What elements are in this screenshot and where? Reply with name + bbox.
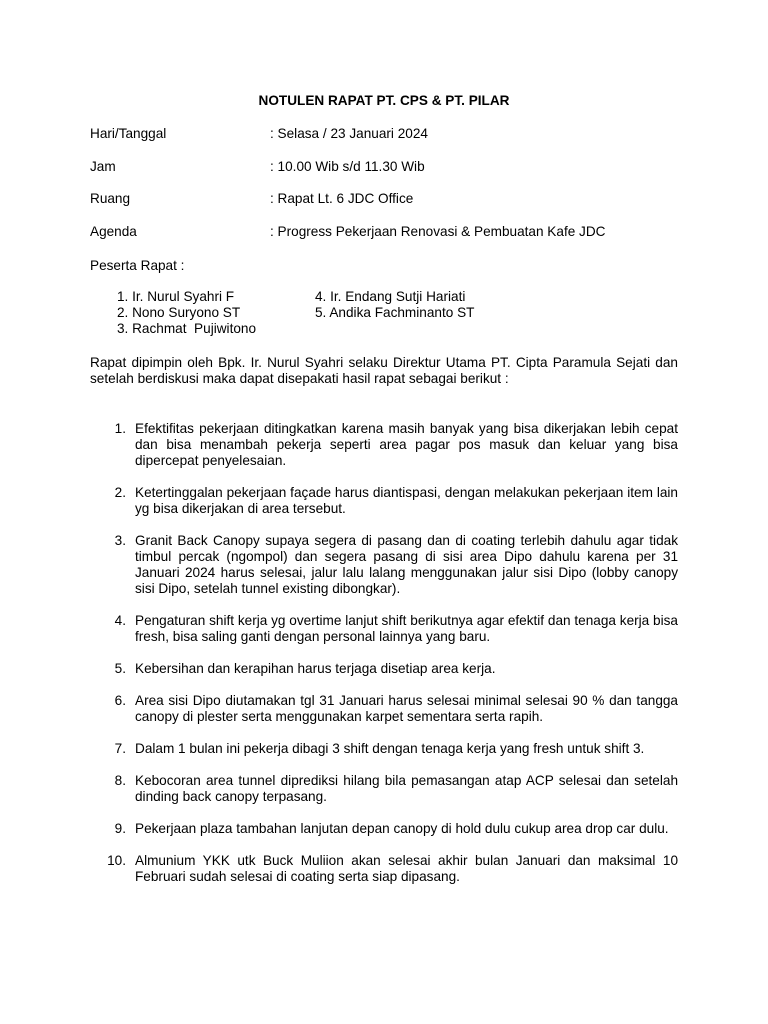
participants-column-2: [315, 289, 474, 321]
list-item: [90, 693, 678, 725]
list-item: [90, 485, 678, 517]
list-item: [90, 821, 678, 837]
list-item: [90, 661, 678, 677]
intro-paragraph: Rapat dipimpin oleh Bpk. Ir. Nurul Syahri selaku Direktur Utama PT. Cipta Paramula Sejati dan setelah berdiskusi maka dapat disepakati hasil rapat sebagai berikut :: [90, 355, 678, 386]
meta-row-room: [90, 191, 690, 207]
item-number: 1.: [114, 421, 126, 436]
item-text: Pengaturan shift kerja yg overtime lanjut shift berikutnya agar efektif dan tenaga kerja bisa fresh, bisa saling ganti dengan personal lainnya yang baru.: [135, 613, 678, 644]
item-text: Kebocoran area tunnel diprediksi hilang bila pemasangan atap ACP selesai dan setelah dinding back canopy terpasang.: [135, 773, 678, 804]
document-title: NOTULEN RAPAT PT. CPS & PT. PILAR: [258, 93, 510, 108]
item-text: Area sisi Dipo diutamakan tgl 31 Januari harus selesai minimal selesai 90 % dan tangga canopy di plester serta menggunakan karpet sementara serta rapih.: [135, 693, 678, 724]
list-item: [90, 613, 678, 645]
meta-value: : Selasa / 23 Januari 2024: [270, 126, 428, 141]
meta-label: Jam: [90, 159, 116, 174]
item-number: 5.: [114, 661, 126, 676]
meta-row-date: [90, 126, 690, 142]
meta-row-time: [90, 159, 690, 175]
item-number: 7.: [114, 741, 126, 756]
list-item: [90, 533, 678, 597]
item-text: Ketertinggalan pekerjaan façade harus diantispasi, dengan melakukan pekerjaan item lain yg bisa dikerjakan di area tersebut.: [135, 485, 678, 516]
meta-value: : Progress Pekerjaan Renovasi & Pembuatan Kafe JDC: [270, 224, 606, 239]
item-text: Pekerjaan plaza tambahan lanjutan depan canopy di hold dulu cukup area drop car dulu.: [135, 821, 669, 836]
meta-value: : 10.00 Wib s/d 11.30 Wib: [270, 159, 425, 174]
decision-list: [90, 421, 678, 901]
list-item: [90, 421, 678, 469]
list-item: [90, 741, 678, 757]
meta-value: : Rapat Lt. 6 JDC Office: [270, 191, 414, 206]
item-text: Almunium YKK utk Buck Muliion akan selesai akhir bulan Januari dan maksimal 10 Februari sudah selesai di coating serta siap dipasang.: [135, 853, 678, 884]
item-text: Kebersihan dan kerapihan harus terjaga disetiap area kerja.: [135, 661, 496, 676]
list-item: [90, 853, 678, 885]
participants-heading: Peserta Rapat :: [90, 258, 185, 273]
item-number: 8.: [114, 773, 126, 788]
participant: 2. Nono Suryono ST: [117, 305, 241, 320]
meta-label: Ruang: [90, 191, 131, 206]
item-number: 6.: [114, 693, 126, 708]
item-text: Efektifitas pekerjaan ditingkatkan karena masih banyak yang bisa dikerjakan lebih cepat dan bisa menambah pekerja seperti area pagar pos masuk dan keluar yang bisa dipercepat penyelesaian.: [135, 421, 678, 468]
meta-label: Hari/Tanggal: [90, 126, 167, 141]
item-number: 2.: [114, 485, 126, 500]
meta-row-agenda: [90, 224, 690, 240]
list-item: [90, 773, 678, 805]
item-number: 4.: [114, 613, 126, 628]
participants-column-1: [117, 289, 256, 337]
item-number: 9.: [114, 821, 126, 836]
meta-label: Agenda: [90, 224, 137, 239]
item-text: Granit Back Canopy supaya segera di pasang dan di coating terlebih dahulu agar tidak timbul percak (ngompol) dan segera pasang di sisi area Dipo dahulu karena per 31 Januari 2024 harus selesai, jalur lalu lalang menggunakan jalur sisi Dipo (lobby canopy sisi Dipo, setelah tunnel existing dibongkar).: [135, 533, 678, 596]
item-number: 10.: [107, 853, 126, 868]
item-number: 3.: [114, 533, 126, 548]
participant: 1. Ir. Nurul Syahri F: [117, 289, 235, 304]
participant: 4. Ir. Endang Sutji Hariati: [315, 289, 466, 304]
participant: 5. Andika Fachminanto ST: [315, 305, 475, 320]
participant: 3. Rachmat Pujiwitono: [117, 321, 257, 336]
item-text: Dalam 1 bulan ini pekerja dibagi 3 shift dengan tenaga kerja yang fresh untuk shift 3.: [135, 741, 645, 756]
